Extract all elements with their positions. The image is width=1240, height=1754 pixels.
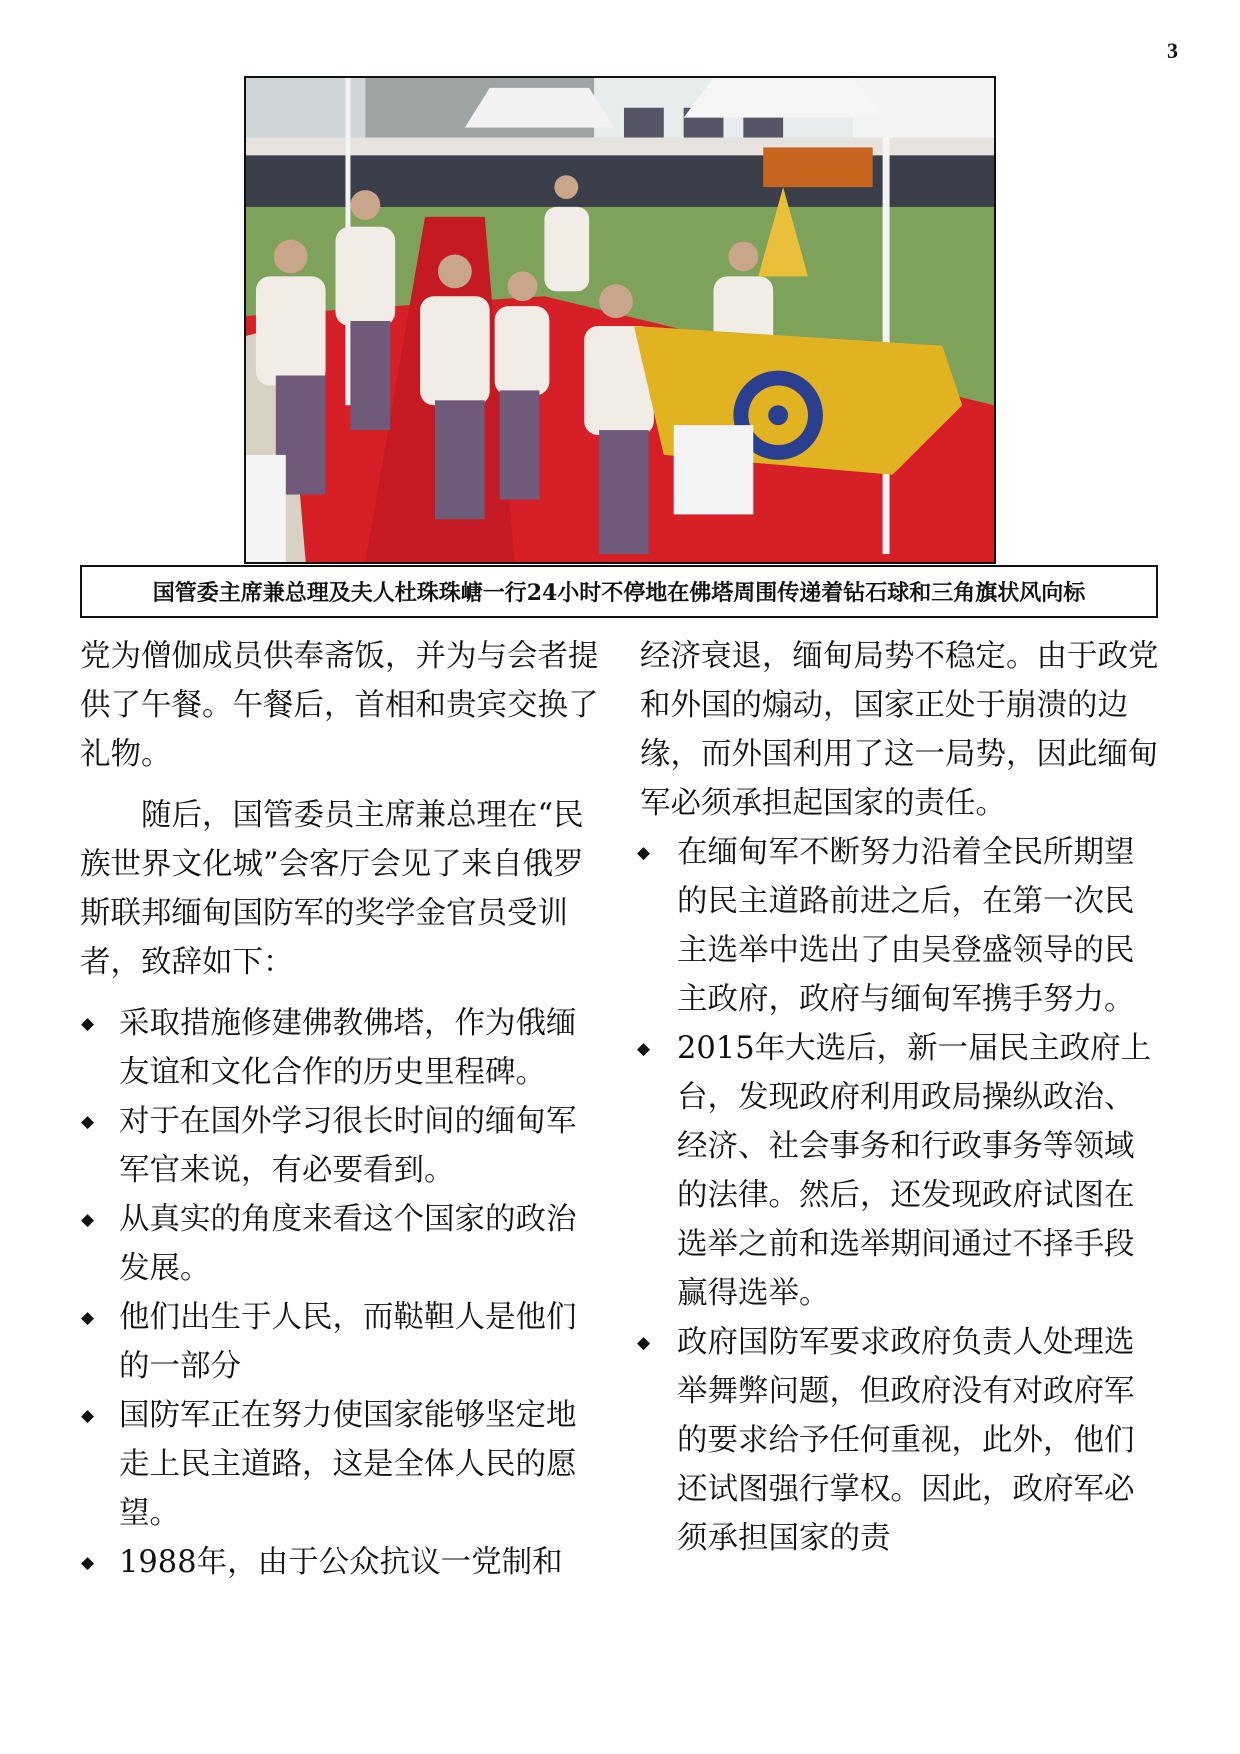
right-paragraph-1: 经济衰退，缅甸局势不稳定。由于政党和外国的煽动，国家正处于崩溃的边缘，而外国利用了这一局势，因此缅甸军必须承担起国家的责任。: [640, 639, 1159, 821]
list-item: ◆ 国防军正在努力使国家能够坚定地走上民主道路，这是全体人民的愿望。: [81, 1398, 577, 1531]
list-item: ◆ 对于在国外学习很长时间的缅甸军军官来说，有必要看到。: [81, 1104, 577, 1188]
list-item: ◆ 2015年大选后，新一届民主政府上台，发现政府利用政局操纵政治、经济、社会事务和行政事务等领域的法律。然后，还发现政府试图在选举之前和选举期间通过不择手段赢得选举。: [637, 1031, 1152, 1311]
diamond-bullet-icon: ◆: [81, 1112, 95, 1132]
diamond-bullet-icon: ◆: [637, 1039, 651, 1059]
list-item: ◆ 1988年，由于公众抗议一党制和: [81, 1545, 563, 1580]
diamond-bullet-icon: ◆: [81, 1308, 95, 1328]
list-item: ◆ 政府国防军要求政府负责人处理选举舞弊问题，但政府没有对政府军的要求给予任何重视，此外，他们还试图强行掌权。因此，政府军必须承担国家的责: [637, 1325, 1135, 1556]
ceremony-photo: [244, 76, 996, 564]
diamond-bullet-icon: ◆: [81, 1406, 95, 1426]
list-item: ◆ 在缅甸军不断努力沿着全民所期望的民主道路前进之后，在第一次民主选举中选出了由吴登盛领导的民主政府，政府与缅甸军携手努力。: [637, 835, 1135, 1017]
list-item: ◆ 从真实的角度来看这个国家的政治发展。: [81, 1202, 577, 1286]
right-bullet-list: [637, 828, 1160, 1563]
diamond-bullet-icon: ◆: [637, 843, 651, 863]
ceremony-photo-icon: [246, 78, 994, 562]
page-number: 3: [1167, 38, 1178, 63]
left-bullet-list: [80, 999, 600, 1587]
diamond-bullet-icon: ◆: [81, 1210, 95, 1230]
left-column: [80, 632, 600, 1587]
list-item: ◆ 他们出生于人民，而鞑靼人是他们的一部分: [81, 1300, 577, 1384]
diamond-bullet-icon: ◆: [81, 1014, 95, 1034]
photo-caption: 国管委主席兼总理及夫人杜珠珠嵣一行24小时不停地在佛塔周围传递着钻石球和三角旗状风向标: [80, 565, 1158, 618]
list-item: ◆ 采取措施修建佛教佛塔，作为俄缅友谊和文化合作的历史里程碑。: [81, 1006, 577, 1090]
left-paragraph-1: 党为僧伽成员供奉斋饭，并为与会者提供了午餐。午餐后，首相和贵宾交换了礼物。: [80, 639, 599, 772]
right-column: [637, 632, 1160, 1563]
diamond-bullet-icon: ◆: [81, 1553, 95, 1573]
left-paragraph-2: 随后，国管委员主席兼总理在“民族世界文化城”会客厅会见了来自俄罗斯联邦缅甸国防军的奖学金官员受训者，致辞如下：: [80, 798, 584, 980]
diamond-bullet-icon: ◆: [637, 1333, 651, 1353]
